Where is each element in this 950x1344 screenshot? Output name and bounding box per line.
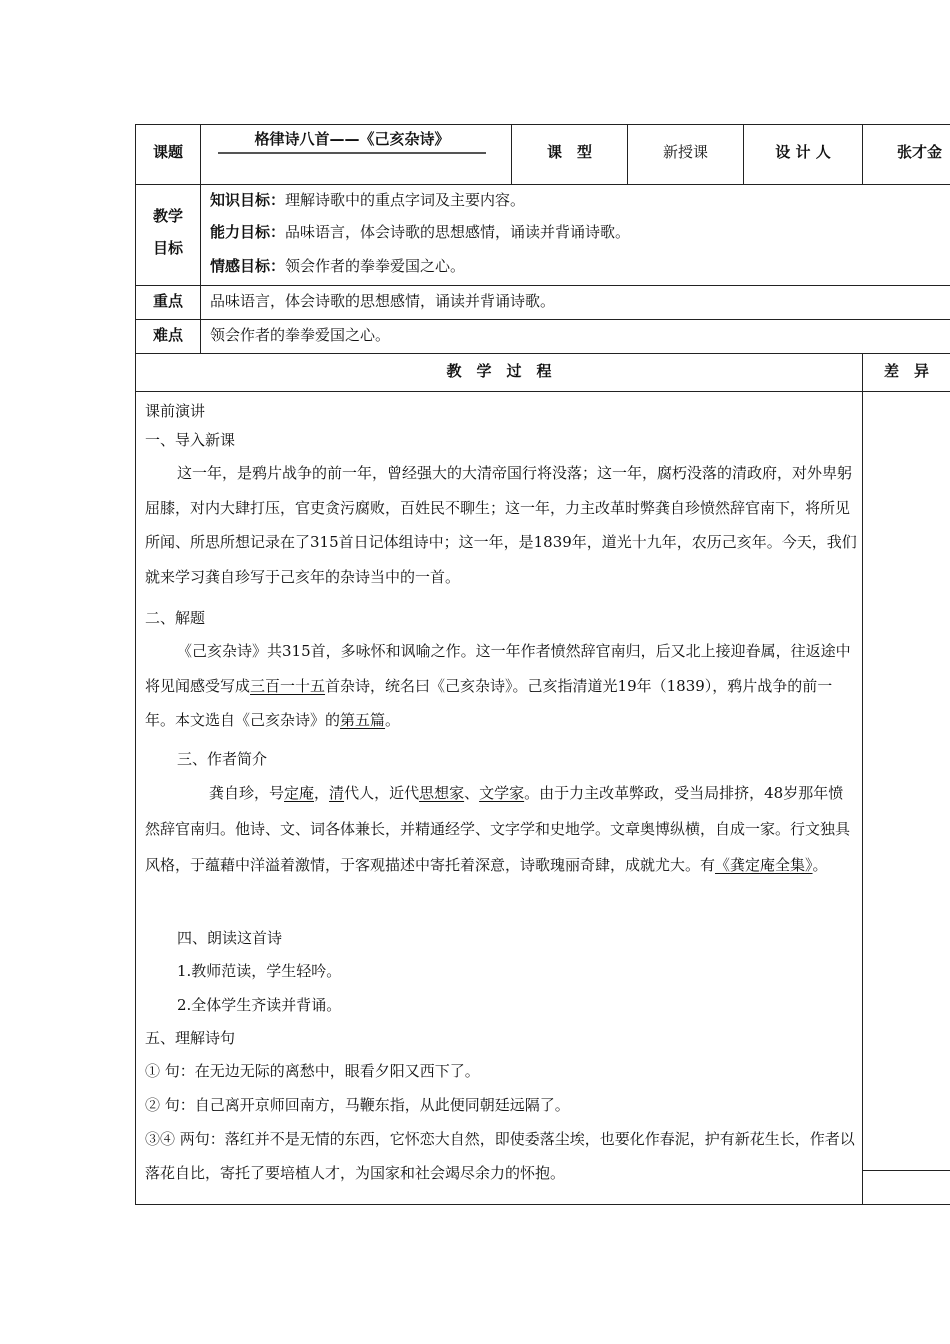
section-1-title: 一、导入新课: [145, 431, 236, 449]
table-border: [862, 1170, 950, 1171]
topic-label: 课题: [152, 143, 183, 161]
designer-label: 设 计 人: [775, 143, 831, 161]
designer-value: 张才金: [897, 143, 943, 161]
section-2-title: 二、解题: [145, 609, 206, 627]
knowledge-objective-text: 理解诗歌中的重点字词及主要内容。: [285, 191, 526, 209]
knowledge-objective-label: 知识目标：: [210, 191, 286, 209]
section-2-text: [145, 634, 857, 738]
section-3-link-writer[interactable]: 文学家: [479, 784, 525, 802]
section-3-link-thinker[interactable]: 思想家: [419, 784, 465, 802]
section-3-text-e: 。由于力主改革弊政，受当局排挤，48岁那年愤然辞官南归。他诗、文、词各体兼长，并精通经学、文字学和史地学。文章奥博纵横，自成一家。行文独具风格，于蕴藉中洋溢着激情，于客观描述中寄托着深意，诗歌瑰丽奇肆，成就尤大。有: [145, 784, 851, 874]
section-2-text-a: 《己亥杂诗》共315首，多咏怀和讽喻之作。这一年作者愤然辞官南归，后又北上接迎眷属，往返途中将见闻感受写成: [145, 642, 851, 695]
difficulty-text: 领会作者的拳拳爱国之心。: [210, 326, 391, 344]
section-3-text-c: 代人，近代: [344, 784, 420, 802]
section-5-item-1: ① 句：在无边无际的离愁中，眼看夕阳又西下了。: [145, 1062, 480, 1080]
section-3-text-a: 龚自珍，号: [209, 784, 285, 802]
type-label: 课 型: [546, 143, 592, 161]
section-3-text-b: ，: [314, 784, 330, 802]
section-2-link-fifth[interactable]: 第五篇: [340, 711, 386, 729]
section-2-text-b: 首杂诗，统名曰《己亥杂诗》。己亥指清道光19年（1839），鸦片战争的前一年。本文选自《己亥杂诗》的: [145, 676, 833, 729]
section-4-item-1: 1.教师范读，学生轻吟。: [177, 962, 342, 980]
diff-label: 差 异: [883, 362, 929, 380]
section-5-item-3: ③④ 两句：落红并不是无情的东西，它怀恋大自然，即使委落尘埃，也要化作春泥，护有新花生长，作者以落花自比，寄托了要培植人才，为国家和社会竭尽余力的怀抱。: [145, 1130, 855, 1182]
ability-objective-label: 能力目标：: [210, 223, 286, 241]
knowledge-objective: [210, 190, 525, 210]
pre-speech: 课前演讲: [145, 402, 206, 420]
section-3-text-d: 、: [464, 784, 480, 802]
emotion-objective: [210, 256, 465, 276]
emotion-objective-label: 情感目标：: [210, 257, 286, 275]
section-2-text-c: 。: [385, 711, 401, 729]
section-1-text: 这一年，是鸦片战争的前一年，曾经强大的大清帝国行将没落；这一年，腐朽没落的清政府，对外卑躬屈膝，对内大肆打压，官吏贪污腐败，百姓民不聊生；这一年，力主改革时弊龚自珍愤然辞官南下，将所见所闻、所思所想记录在了315首日记体组诗中；这一年，是1839年，道光十九年，农历己亥年。今天，我们就来学习龚自珍写于己亥年的杂诗当中的一首。: [145, 464, 857, 586]
table-border: [862, 353, 863, 1205]
objectives-label-2: 目标: [152, 239, 183, 257]
table-border: [135, 124, 136, 1205]
table-border: [135, 124, 950, 125]
section-3-link-collection[interactable]: 《龚定庵全集》: [715, 856, 813, 874]
key-point-label: 重点: [152, 292, 183, 310]
table-border: [135, 391, 950, 392]
table-border: [135, 285, 950, 286]
section-3-link-qing[interactable]: 清: [329, 784, 345, 802]
type-value: 新授课: [662, 143, 708, 161]
difficulty-label: 难点: [152, 326, 183, 344]
section-3-text-f: 。: [812, 856, 828, 874]
section-2-link-count[interactable]: 三百一十五: [250, 676, 326, 695]
key-point-text: 品味语言，体会诗歌的思想感情，诵读并背诵诗歌。: [210, 292, 556, 310]
ability-objective: [210, 222, 630, 242]
section-3-title: 三、作者简介: [177, 750, 268, 768]
emotion-objective-text: 领会作者的拳拳爱国之心。: [285, 257, 466, 275]
process-title: 教 学 过 程: [446, 362, 552, 380]
table-border: [135, 319, 950, 320]
table-border: [862, 124, 863, 185]
table-border: [135, 1204, 950, 1205]
table-border: [200, 124, 201, 354]
table-border: [135, 353, 950, 354]
section-3-link-dingan[interactable]: 定庵: [284, 784, 315, 802]
ability-objective-text: 品味语言，体会诗歌的思想感情，诵读并背诵诗歌。: [285, 223, 631, 241]
topic-value: 格律诗八首——《己亥杂诗》: [218, 128, 486, 154]
section-5-title: 五、理解诗句: [145, 1029, 236, 1047]
objectives-label-1: 教学: [152, 207, 183, 225]
section-5-item-2: ② 句：自己离开京师回南方，马鞭东指，从此便同朝廷远隔了。: [145, 1096, 570, 1114]
section-4-title: 四、朗读这首诗: [177, 929, 283, 947]
table-border: [135, 184, 950, 185]
section-4-item-2: 2.全体学生齐读并背诵。: [177, 996, 342, 1014]
section-3-text: [145, 775, 857, 883]
